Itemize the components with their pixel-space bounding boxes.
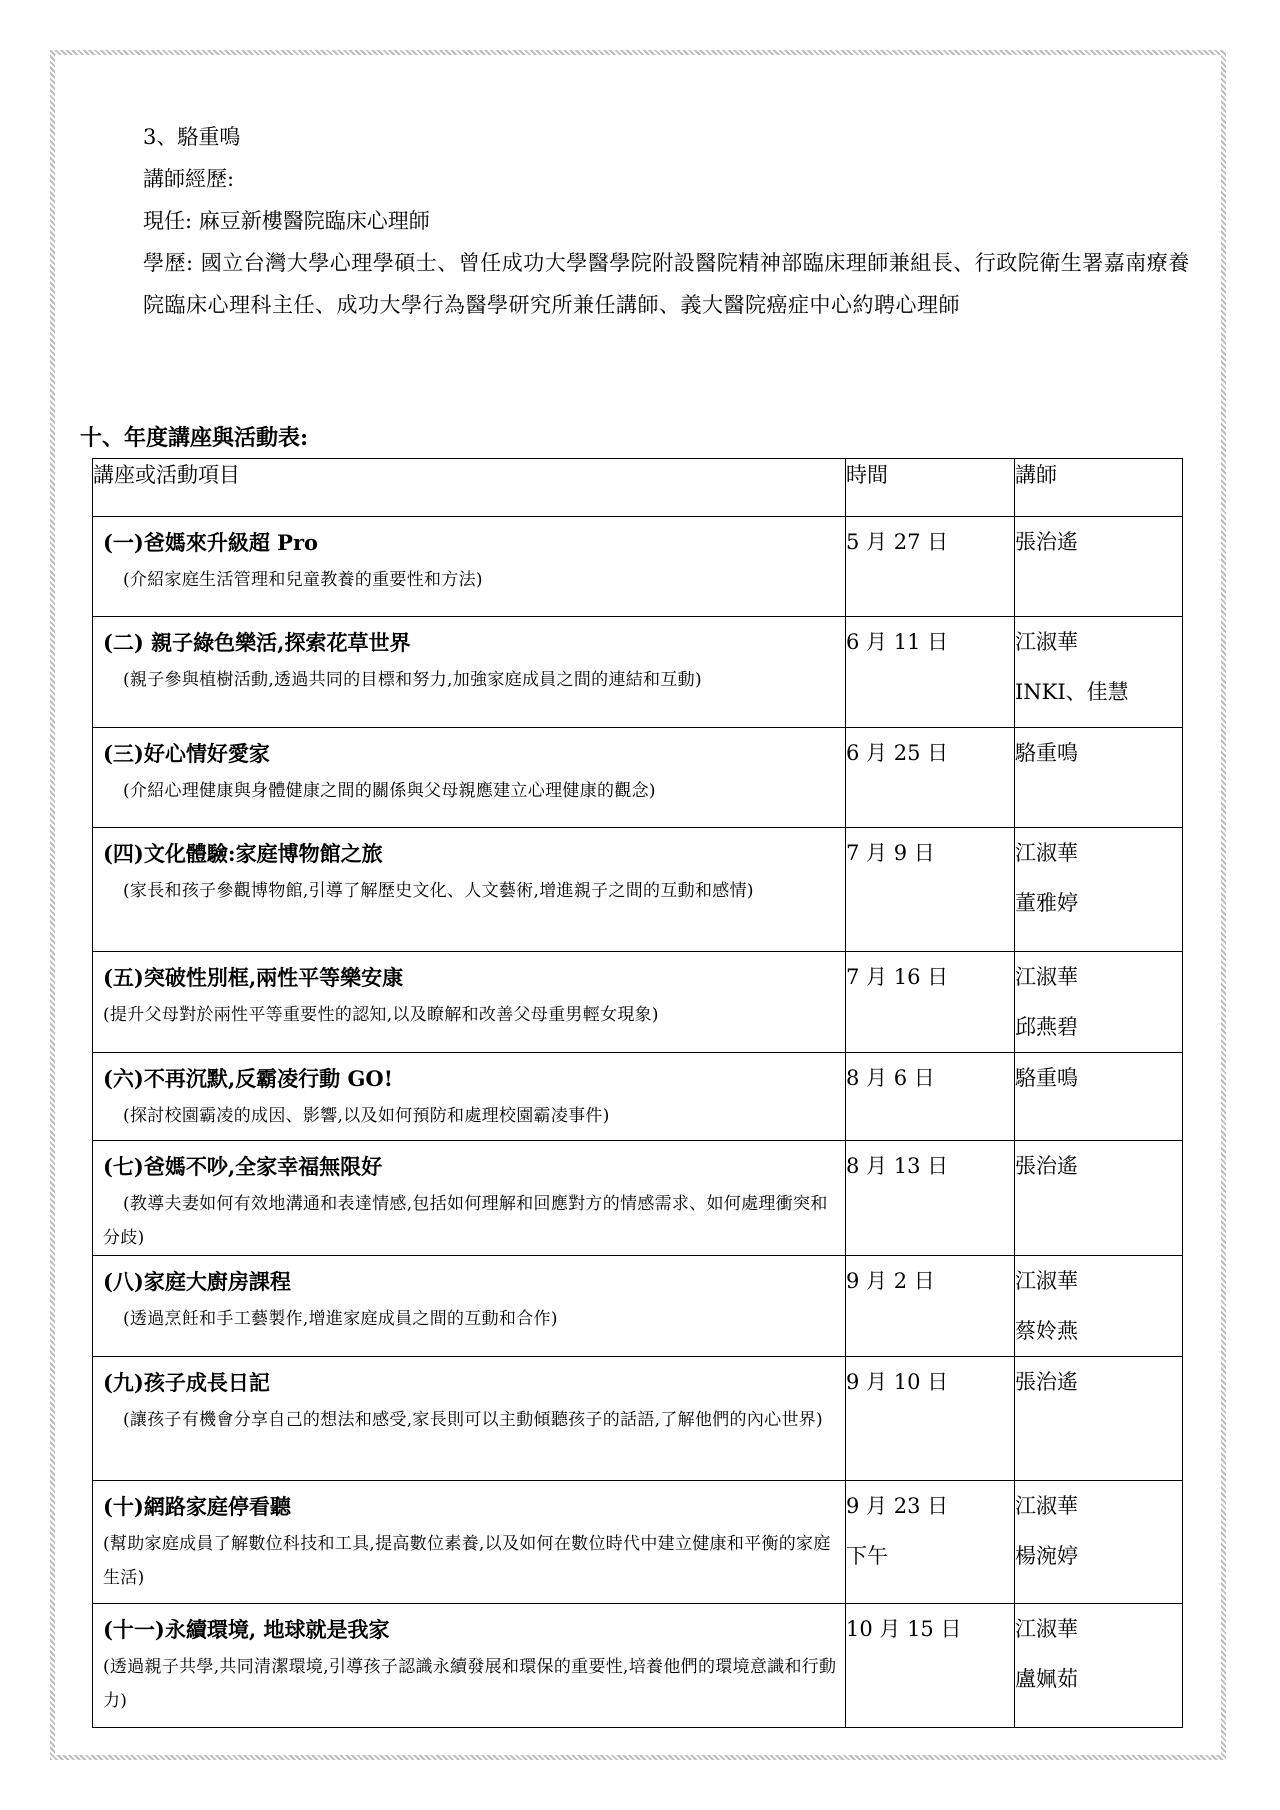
- event-speaker: 邱燕碧: [1015, 1015, 1078, 1039]
- event-title: (六)不再沉默,反霸凌行動 GO!: [103, 1066, 393, 1091]
- event-desc: (教導夫妻如何有效地溝通和表達情感,包括如何理解和回應對方的情感需求、如何處理衝突和分歧): [103, 1194, 828, 1248]
- table-row: [93, 1256, 1183, 1357]
- table-row: [93, 1141, 1183, 1256]
- event-time: 7 月 16 日: [846, 965, 949, 989]
- event-desc: (親子參與植樹活動,透過共同的目標和努力,加強家庭成員之間的連結和互動): [123, 670, 702, 690]
- event-speaker: 楊涴婷: [1015, 1544, 1078, 1568]
- event-title: (一)爸媽來升級超 Pro: [103, 530, 319, 555]
- event-title: (八)家庭大廚房課程: [103, 1269, 291, 1294]
- section-title: 十、年度講座與活動表:: [80, 425, 309, 451]
- event-time: 5 月 27 日: [846, 530, 949, 554]
- header-speaker: 講師: [1015, 459, 1183, 517]
- speaker-name: 3、駱重鳴: [143, 125, 241, 149]
- event-speaker: 江淑華: [1015, 1494, 1078, 1518]
- event-time: 7 月 9 日: [846, 841, 935, 865]
- event-time: 9 月 10 日: [846, 1370, 949, 1394]
- event-speaker: INKI、佳慧: [1015, 680, 1129, 704]
- event-speaker: 張治遙: [1015, 1370, 1078, 1394]
- event-title: (五)突破性別框,兩性平等樂安康: [103, 965, 404, 990]
- event-speaker: 張治遙: [1015, 1154, 1078, 1178]
- event-desc: (介紹家庭生活管理和兒童教養的重要性和方法): [123, 570, 483, 590]
- event-desc: (提升父母對於兩性平等重要性的認知,以及瞭解和改善父母重男輕女現象): [103, 1005, 659, 1025]
- event-desc: (介紹心理健康與身體健康之間的關係與父母親應建立心理健康的觀念): [123, 781, 656, 801]
- event-speaker: 江淑華: [1015, 965, 1078, 989]
- table-row: [93, 1053, 1183, 1141]
- event-speaker: 蔡姈燕: [1015, 1319, 1078, 1343]
- event-time: 8 月 13 日: [846, 1154, 949, 1178]
- event-speaker: 江淑華: [1015, 841, 1078, 865]
- event-speaker: 盧姵茹: [1015, 1667, 1078, 1691]
- table-row: [93, 952, 1183, 1053]
- event-time: 6 月 11 日: [846, 630, 949, 654]
- event-speaker: 董雅婷: [1015, 891, 1078, 915]
- table-row: [93, 828, 1183, 952]
- event-time: 6 月 25 日: [846, 741, 949, 765]
- event-time: 10 月 15 日: [846, 1617, 962, 1641]
- event-title: (三)好心情好愛家: [103, 741, 270, 766]
- event-speaker: 駱重鳴: [1015, 1066, 1078, 1090]
- event-title: (十一)永續環境, 地球就是我家: [103, 1617, 390, 1642]
- event-title: (十)網路家庭停看聽: [103, 1494, 291, 1519]
- event-title: (四)文化體驗:家庭博物館之旅: [103, 841, 383, 866]
- experience-label: 講師經歷:: [143, 167, 235, 191]
- event-speaker: 江淑華: [1015, 630, 1078, 654]
- event-desc: (探討校園霸凌的成因、影響,以及如何預防和處理校園霸凌事件): [123, 1106, 610, 1126]
- education: 學歷: 國立台灣大學心理學碩士、曾任成功大學醫學院附設醫院精神部臨床理師兼組長、行政院衛生署嘉南療養院臨床心理科主任、成功大學行為醫學研究所兼任講師、義大醫院癌症中心約聘心理師: [143, 251, 1190, 317]
- event-speaker: 江淑華: [1015, 1269, 1078, 1293]
- event-speaker: 江淑華: [1015, 1617, 1078, 1641]
- event-time: 8 月 6 日: [846, 1066, 935, 1090]
- event-time: 9 月 23 日: [846, 1494, 949, 1518]
- event-time-note: 下午: [846, 1544, 888, 1568]
- event-desc: (透過烹飪和手工藝製作,增進家庭成員之間的互動和合作): [123, 1309, 558, 1329]
- event-desc: (幫助家庭成員了解數位科技和工具,提高數位素養,以及如何在數位時代中建立健康和平衡的家庭生活): [103, 1534, 831, 1588]
- event-desc: (讓孩子有機會分享自己的想法和感受,家長則可以主動傾聽孩子的話語,了解他們的內心世界): [123, 1410, 823, 1430]
- table-row: [93, 1604, 1183, 1728]
- event-speaker: 張治遙: [1015, 530, 1078, 554]
- table-row: [93, 728, 1183, 828]
- event-desc: (透過親子共學,共同清潔環境,引導孩子認識永續發展和環保的重要性,培養他們的環境意識和行動力): [103, 1657, 837, 1711]
- header-item: 講座或活動項目: [93, 459, 846, 517]
- table-row: [93, 1357, 1183, 1481]
- event-title: (九)孩子成長日記: [103, 1370, 270, 1395]
- event-speaker: 駱重鳴: [1015, 741, 1078, 765]
- event-title: (二) 親子綠色樂活,探索花草世界: [103, 630, 411, 655]
- schedule-table: [92, 458, 1183, 1728]
- speaker-bio: [143, 116, 1203, 326]
- table-row: [93, 617, 1183, 728]
- header-time: 時間: [846, 459, 1015, 517]
- table-row: [93, 1481, 1183, 1604]
- event-desc: (家長和孩子參觀博物館,引導了解歷史文化、人文藝術,增進親子之間的互動和感情): [123, 881, 754, 901]
- table-row: [93, 517, 1183, 617]
- table-header-row: [93, 459, 1183, 517]
- event-time: 9 月 2 日: [846, 1269, 935, 1293]
- current-position: 現任: 麻豆新樓醫院臨床心理師: [143, 209, 430, 233]
- event-title: (七)爸媽不吵,全家幸福無限好: [103, 1154, 383, 1179]
